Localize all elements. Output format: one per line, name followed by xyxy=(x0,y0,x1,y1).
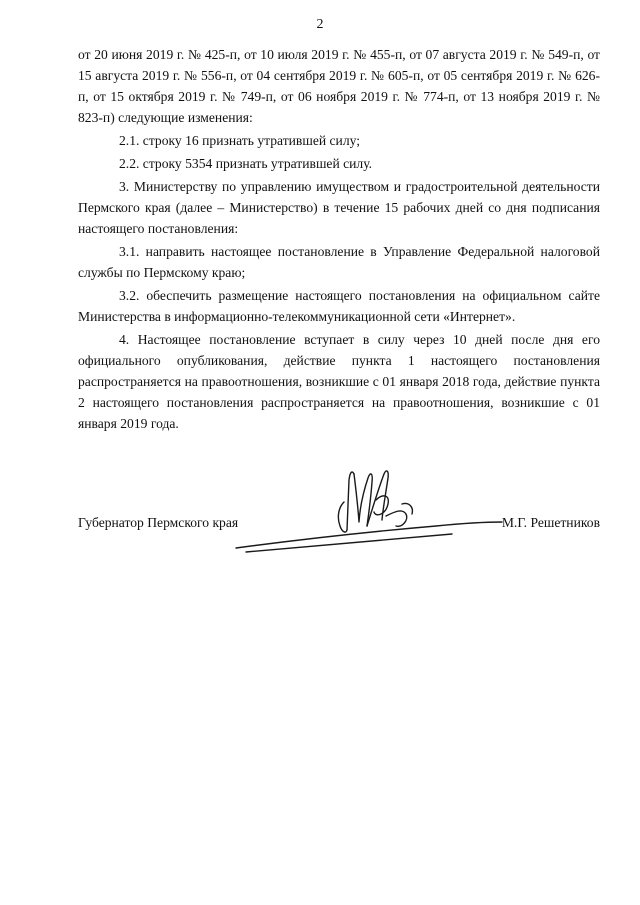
document-body xyxy=(78,44,600,436)
handwritten-signature xyxy=(226,460,516,570)
paragraph-2-2: 2.2. строку 5354 признать утратившей силу. xyxy=(119,156,373,171)
signature-block xyxy=(78,460,600,570)
paragraph-4: 4. Настоящее постановление вступает в силу через 10 дней после дня его официального опубликования, действие пункта 1 настоящего постановления распространяется на правоотношения, возникшие с 01 января 2018 года, действие пункта 2 настоящего постановления распространяется на правоотношения, возникшие с 01 января 2019 года. xyxy=(78,332,600,431)
paragraph-3-2: 3.2. обеспечить размещение настоящего постановления на официальном сайте Министерства в информационно-телекоммуникационной сети «Интернет». xyxy=(78,288,600,324)
paragraph-3: 3. Министерству по управлению имуществом и градостроительной деятельности Пермского края (далее – Министерство) в течение 15 рабочих дней со дня подписания настоящего постановления: xyxy=(78,179,600,236)
page-number: 2 xyxy=(316,17,324,32)
signatory-title: Губернатор Пермского края xyxy=(78,515,239,530)
signatory-name: М.Г. Решетников xyxy=(501,515,600,530)
paragraph-2-1: 2.1. строку 16 признать утратившей силу; xyxy=(119,133,361,148)
paragraph-3-1: 3.1. направить настоящее постановление в Управление Федеральной налоговой службы по Пермскому краю; xyxy=(78,244,600,280)
paragraph-amendments-list: от 20 июня 2019 г. № 425-п, от 10 июля 2019 г. № 455-п, от 07 августа 2019 г. № 549-п, от 15 августа 2019 г. № 556-п, от 04 сентября 2019 г. № 605-п, от 05 сентября 2019 г. № 626-п, от 15 октября 2019 г. № 749-п, от 06 ноября 2019 г. № 774-п, от 13 ноября 2019 г. № 823-п) следующие изменения: xyxy=(78,47,600,125)
